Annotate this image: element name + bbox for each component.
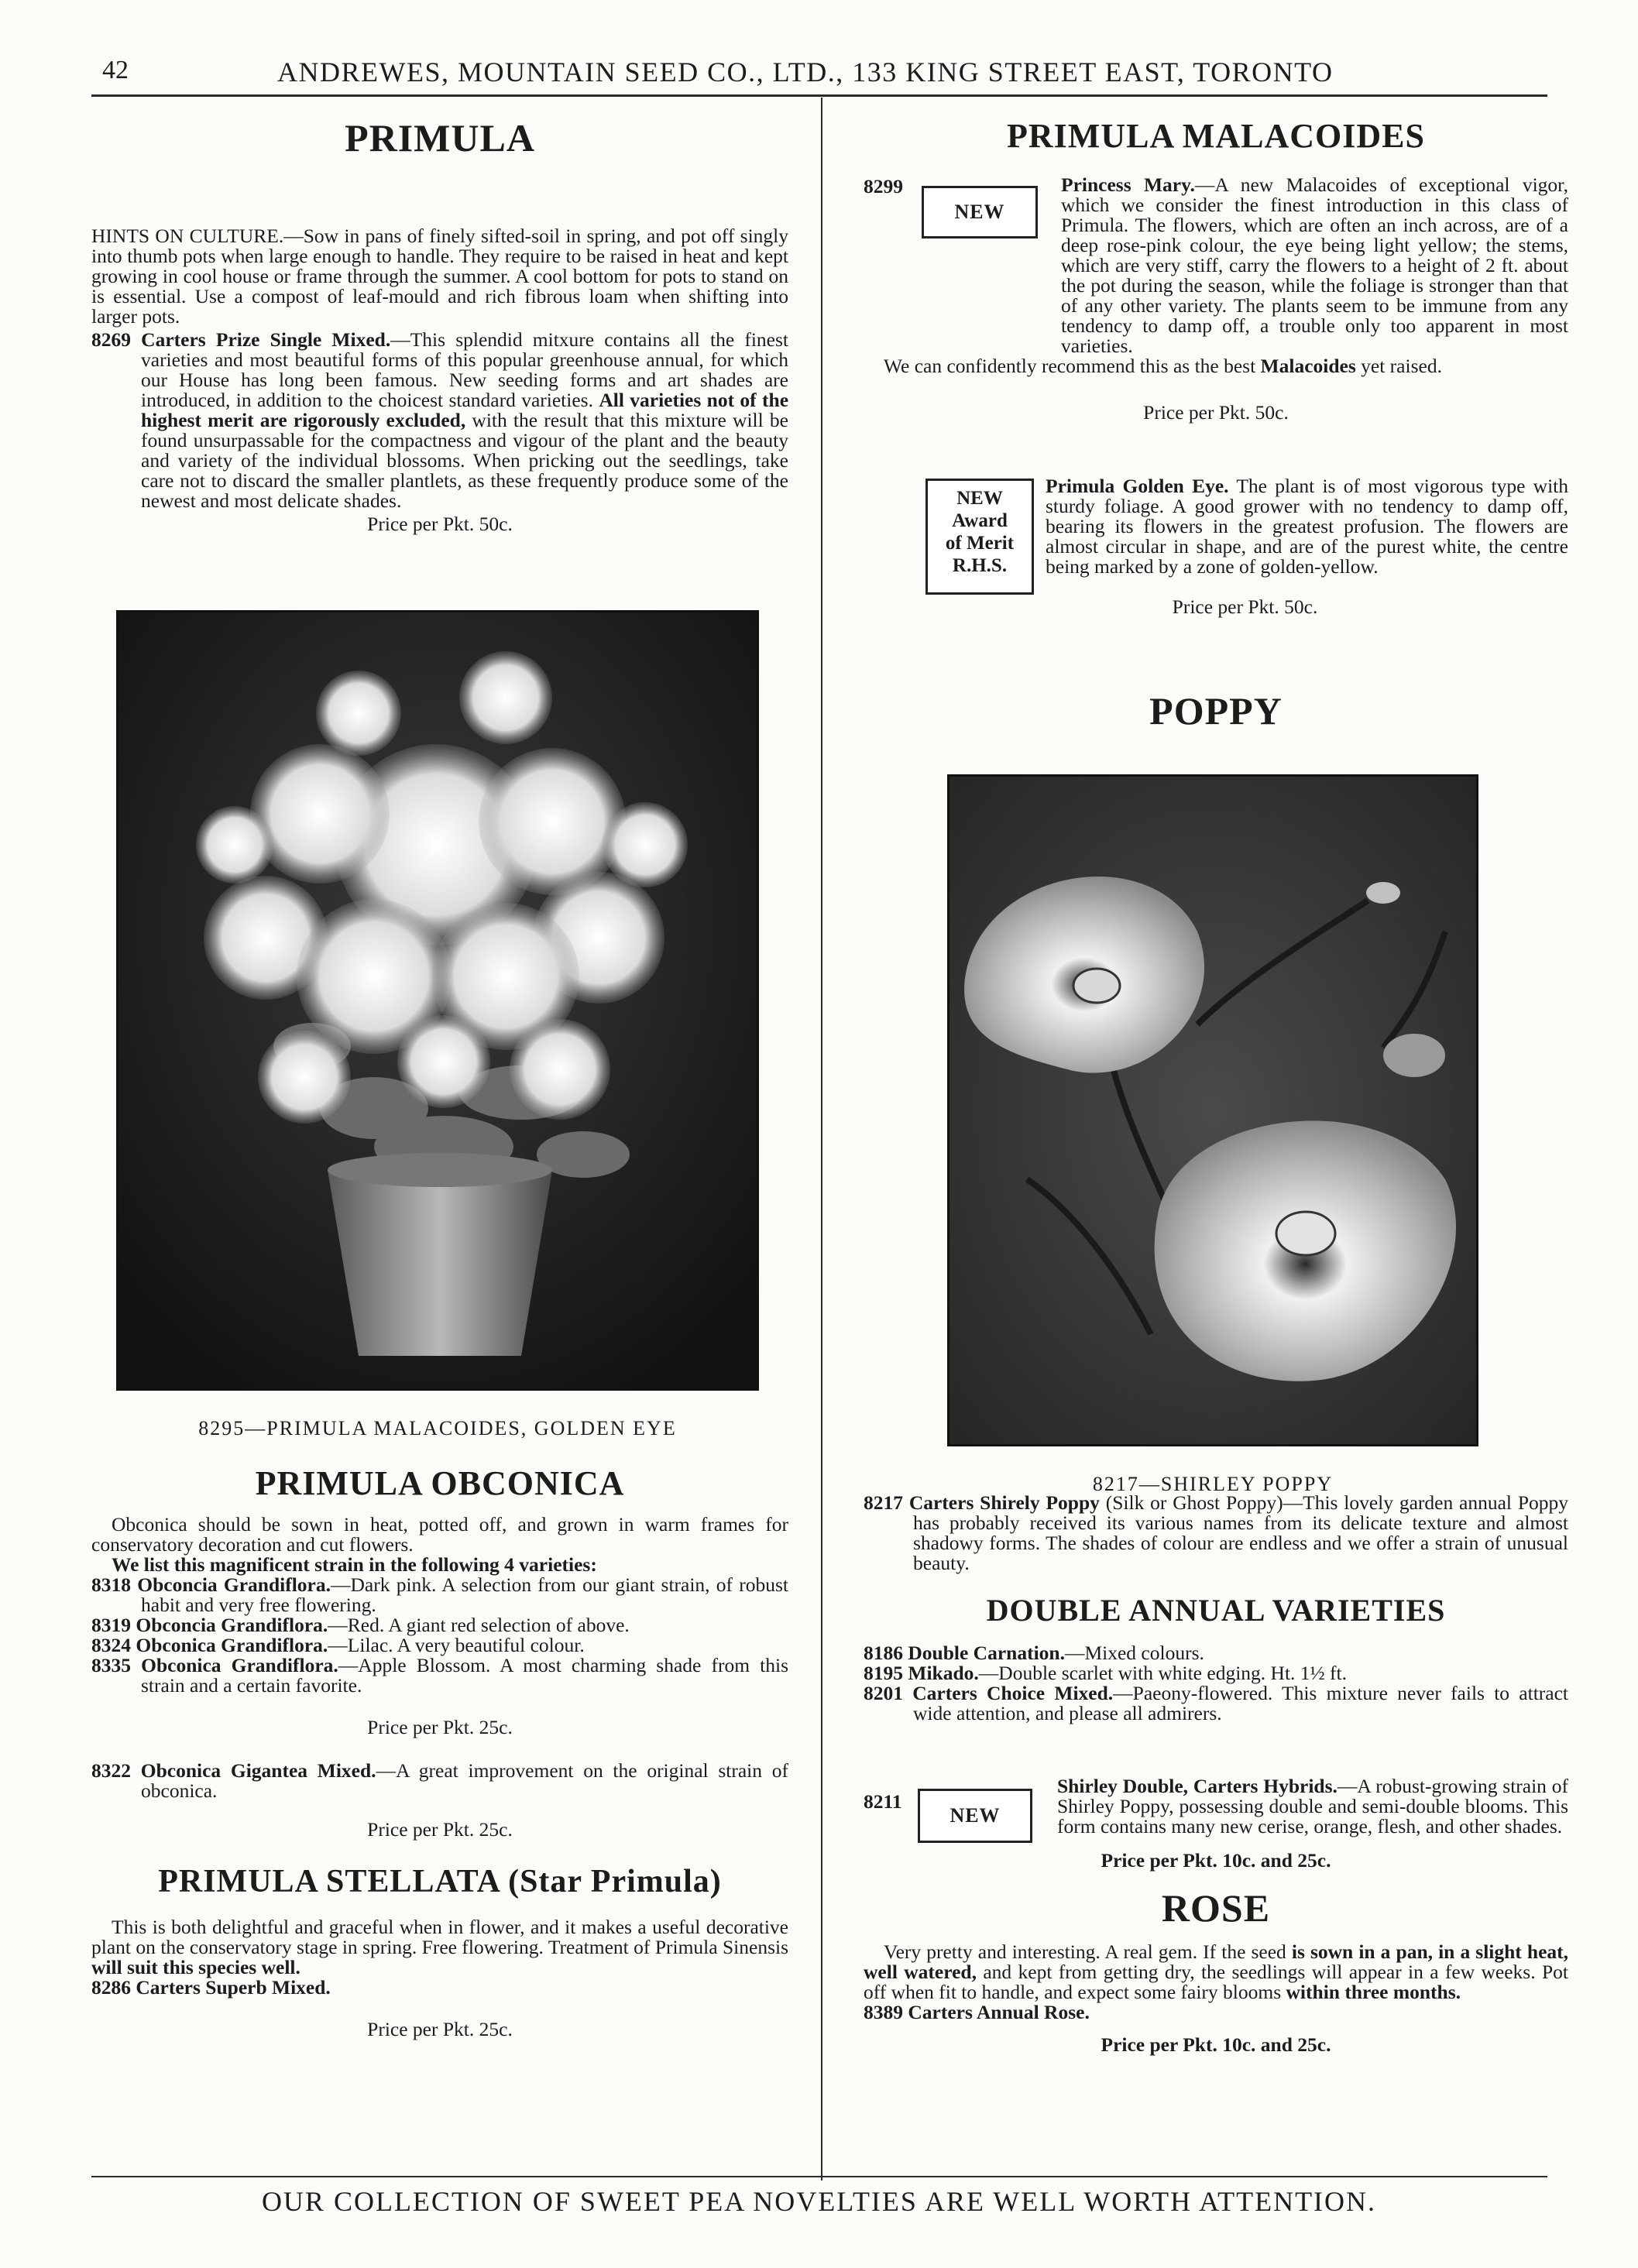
rose-text-d: within three months. [1286, 1981, 1461, 2003]
malacoides-price: Price per Pkt. 50c. [1143, 401, 1289, 424]
item-name: Obconica Grandiflora. [141, 1654, 338, 1676]
item-name: Carters Prize Single Mixed. [141, 328, 391, 351]
rose-text-a: Very pretty and interesting. A real gem. If the seed [884, 1940, 1286, 1963]
item-text: (Silk or Ghost Poppy)—This lovely garden annual Poppy has probably received its various names from its delicate texture and almost shadowy forms. The shades of colour are endless and we offer a strain of unusual beauty. [913, 1491, 1569, 1574]
right-column-lower [864, 1493, 1568, 1724]
golden-eye-item [922, 476, 1568, 617]
rose-price: Price per Pkt. 10c. and 25c. [1101, 2033, 1331, 2056]
recommend-end: yet raised. [1361, 355, 1442, 377]
item-text: —Red. A giant red selection of above. [328, 1614, 630, 1636]
item-name: Double Carnation. [908, 1642, 1065, 1664]
stellata-item [91, 1978, 788, 1998]
item-text: —Mixed colours. [1064, 1642, 1204, 1664]
running-head: ANDREWES, MOUNTAIN SEED CO., LTD., 133 KING STREET EAST, TORONTO [277, 57, 1334, 87]
primula-photo-caption: 8295—PRIMULA MALACOIDES, GOLDEN EYE [198, 1417, 677, 1439]
item-name: Shirley Double, Carters Hybrids. [1057, 1775, 1338, 1797]
item-number: 8269 [91, 328, 131, 351]
item-name: Carters Choice Mixed. [912, 1682, 1114, 1704]
item-text: —Paeony-flowered. This mixture never fails to attract wide attention, and please all admirers. [913, 1682, 1569, 1724]
item-text: —Apple Blossom. A most charming shade from this strain and a certain favorite. [141, 1654, 789, 1697]
new-badge: NEW [918, 1789, 1032, 1843]
item-name: Primula Golden Eye. [1046, 475, 1229, 497]
malacoides-item-number: 8299 [864, 175, 903, 197]
obconica-title: PRIMULA OBCONICA [255, 1464, 625, 1502]
left-column [91, 116, 788, 534]
poppy-photo [947, 774, 1478, 1446]
item-name: Princess Mary. [1061, 173, 1195, 196]
poppy-photo-caption: 8217—SHIRLEY POPPY [1092, 1473, 1334, 1495]
poppy-item [864, 1493, 1568, 1573]
recommend-text: We can confidently recommend this as the best [884, 355, 1256, 377]
item-name: Obconcia Grandiflora. [136, 1614, 328, 1636]
item-name: Mikado. [908, 1662, 979, 1684]
recommend-bold: Malacoides [1260, 355, 1356, 377]
obconica-item [91, 1615, 788, 1635]
left-column-lower [91, 1463, 788, 2040]
page-footer: OUR COLLECTION OF SWEET PEA NOVELTIES ARE WELL WORTH ATTENTION. [261, 2186, 1377, 2217]
double-item [864, 1663, 1568, 1683]
item-number: 8335 [91, 1654, 131, 1676]
item-text-bold: All varieties not of the highest merit are rigorously excluded, [141, 389, 789, 431]
obconica-item [91, 1656, 788, 1696]
item-name: Obconica Grandiflora. [136, 1634, 328, 1656]
item-name: Carters Superb Mixed. [136, 1976, 331, 1999]
page-header [91, 53, 1547, 91]
item-name: Obconcia Grandiflora. [137, 1573, 331, 1596]
obconica-intro: Obconica should be sown in heat, potted off, and grown in warm frames for conservatory decoration and cut flowers. [91, 1513, 788, 1556]
item-number: 8319 [91, 1614, 131, 1636]
hybrid-item [864, 1776, 1568, 2055]
item-name: Carters Shirely Poppy [908, 1491, 1100, 1514]
footer-rule [91, 2176, 1547, 2177]
item-text: —A new Malacoides of exceptional vigor, which we consider the finest introduction in this class of Primula. The flowers, which are often an inch across, are of a deep rose-pink colour, the eye being light yellow; the stems, which are very stiff, carry the flowers to a height of 2 ft. about the pot during the season, while the foliage is stronger than that of any other variety. The plants seem to be immune from any tendency to damp off, a trouble only too apparent in most varieties. [1061, 173, 1569, 357]
item-number: 8389 [864, 2001, 903, 2023]
right-column [864, 116, 1568, 156]
item-number: 8318 [91, 1573, 131, 1596]
rose-item [864, 2002, 1568, 2023]
double-title: DOUBLE ANNUAL VARIETIES [986, 1593, 1446, 1628]
item-text: —A great improvement on the original strain of obconica. [141, 1759, 788, 1802]
rose-title: ROSE [1161, 1886, 1271, 1930]
obconica-item [91, 1575, 788, 1615]
item-text: —This splendid mitxure contains all the finest varieties and most beautiful forms of this popular greenhouse annual, for which our House has long been famous. New seeding forms and art shades are introduced, in addition to the choicest standard varieties. [141, 328, 789, 411]
header-rule [91, 94, 1547, 97]
primula-price: Price per Pkt. 50c. [367, 513, 513, 535]
column-divider [821, 98, 822, 2181]
award-line: R.H.S. [952, 555, 1008, 576]
gigantea-price: Price per Pkt. 25c. [367, 1818, 513, 1841]
item-name: Obconica Gigantea Mixed. [140, 1759, 376, 1782]
item-number: 8201 [864, 1682, 903, 1704]
item-number: 8186 [864, 1642, 903, 1664]
obconica-item [91, 1635, 788, 1656]
item-text: —Dark pink. A selection from our giant strain, of robust habit and very free flowering. [141, 1573, 788, 1616]
malacoides-title: PRIMULA MALACOIDES [1007, 117, 1425, 155]
rose-text-bold: is sown in a pan, in a slight heat, well watered, [864, 1940, 1569, 1983]
item-number: 8324 [91, 1634, 131, 1656]
stellata-text [91, 1917, 788, 1978]
item-text: —Double scarlet with white edging. Ht. 1½ ft. [978, 1662, 1347, 1684]
primula-photo [116, 610, 759, 1391]
primula-flowers-illustration [118, 612, 757, 1388]
award-line: Award [952, 510, 1008, 531]
obconica-varieties: We list this magnificent strain in the following 4 varieties: [112, 1553, 597, 1576]
award-line: NEW [956, 488, 1003, 509]
page-number: 42 [102, 56, 129, 84]
obconica-price: Price per Pkt. 25c. [367, 1716, 513, 1738]
double-item [864, 1643, 1568, 1663]
primula-item [91, 330, 788, 511]
primula-title: PRIMULA [345, 116, 535, 160]
item-text: —Lilac. A very beautiful colour. [328, 1634, 585, 1656]
stellata-price: Price per Pkt. 25c. [367, 2018, 513, 2040]
award-line: of Merit [945, 533, 1015, 554]
item-number: 8322 [91, 1759, 131, 1782]
malacoides-item [864, 175, 1568, 423]
hybrid-item-number: 8211 [864, 1790, 902, 1813]
rose-text [864, 1942, 1568, 2002]
double-price: Price per Pkt. 10c. and 25c. [1101, 1849, 1331, 1872]
item-number: 8217 [864, 1491, 903, 1514]
poppy-heading [864, 689, 1568, 733]
item-text: The plant is of most vigorous type with sturdy foliage. A good grower with no tendency to damp off, bearing its flowers in the greatest profusion. The flowers are almost circular in shape, and are of the purest white, the centre being marked by a zone of golden-yellow. [1046, 475, 1568, 578]
golden-eye-price: Price per Pkt. 50c. [1172, 595, 1318, 618]
item-name: Carters Annual Rose. [908, 2001, 1090, 2023]
stellata-text-body: This is both delightful and graceful when in flower, and it makes a useful decorative plant on the conservatory stage in spring. Free flowering. Treatment of Primula Sinensis [91, 1916, 788, 1958]
poppy-title: POPPY [1149, 689, 1283, 733]
gigantea-item [91, 1761, 788, 1801]
item-number: 8195 [864, 1662, 903, 1684]
poppy-flowers-illustration [949, 777, 1476, 1444]
rose-text-c: and kept from getting dry, the seedlings will appear in a few weeks. Pot off when fit to handle, and expect some fairy blooms [864, 1961, 1568, 2003]
item-number: 8286 [91, 1976, 131, 1999]
new-badge: NEW [922, 186, 1038, 238]
primula-hints: HINTS ON CULTURE.—Sow in pans of finely sifted-soil in spring, and pot off singly into thumb pots when large enough to handle. They require to be raised in heat and kept growing in cool house or frame through the summer. A cool bottom for pots to stand on is essential. Use a compost of leaf-mould and rich fibrous loam when shifting into larger pots. [91, 225, 788, 328]
double-item [864, 1683, 1568, 1724]
item-text-rest: with the result that this mixture will be found unsurpassable for the compactness and vigour of the plant and the beauty and variety of the individual blossoms. When pricking out the seedlings, take care not to discard the smaller plantlets, as these frequently produce some of the newest and most delicate shades. [141, 409, 788, 512]
stellata-title: PRIMULA STELLATA (Star Primula) [158, 1864, 722, 1899]
stellata-text-bold: will suit this species well. [91, 1956, 300, 1978]
item-text: —A robust-growing strain of Shirley Poppy, possessing double and semi-double blooms. This form contains many new cerise, orange, flesh, and other shades. [1057, 1775, 1568, 1837]
